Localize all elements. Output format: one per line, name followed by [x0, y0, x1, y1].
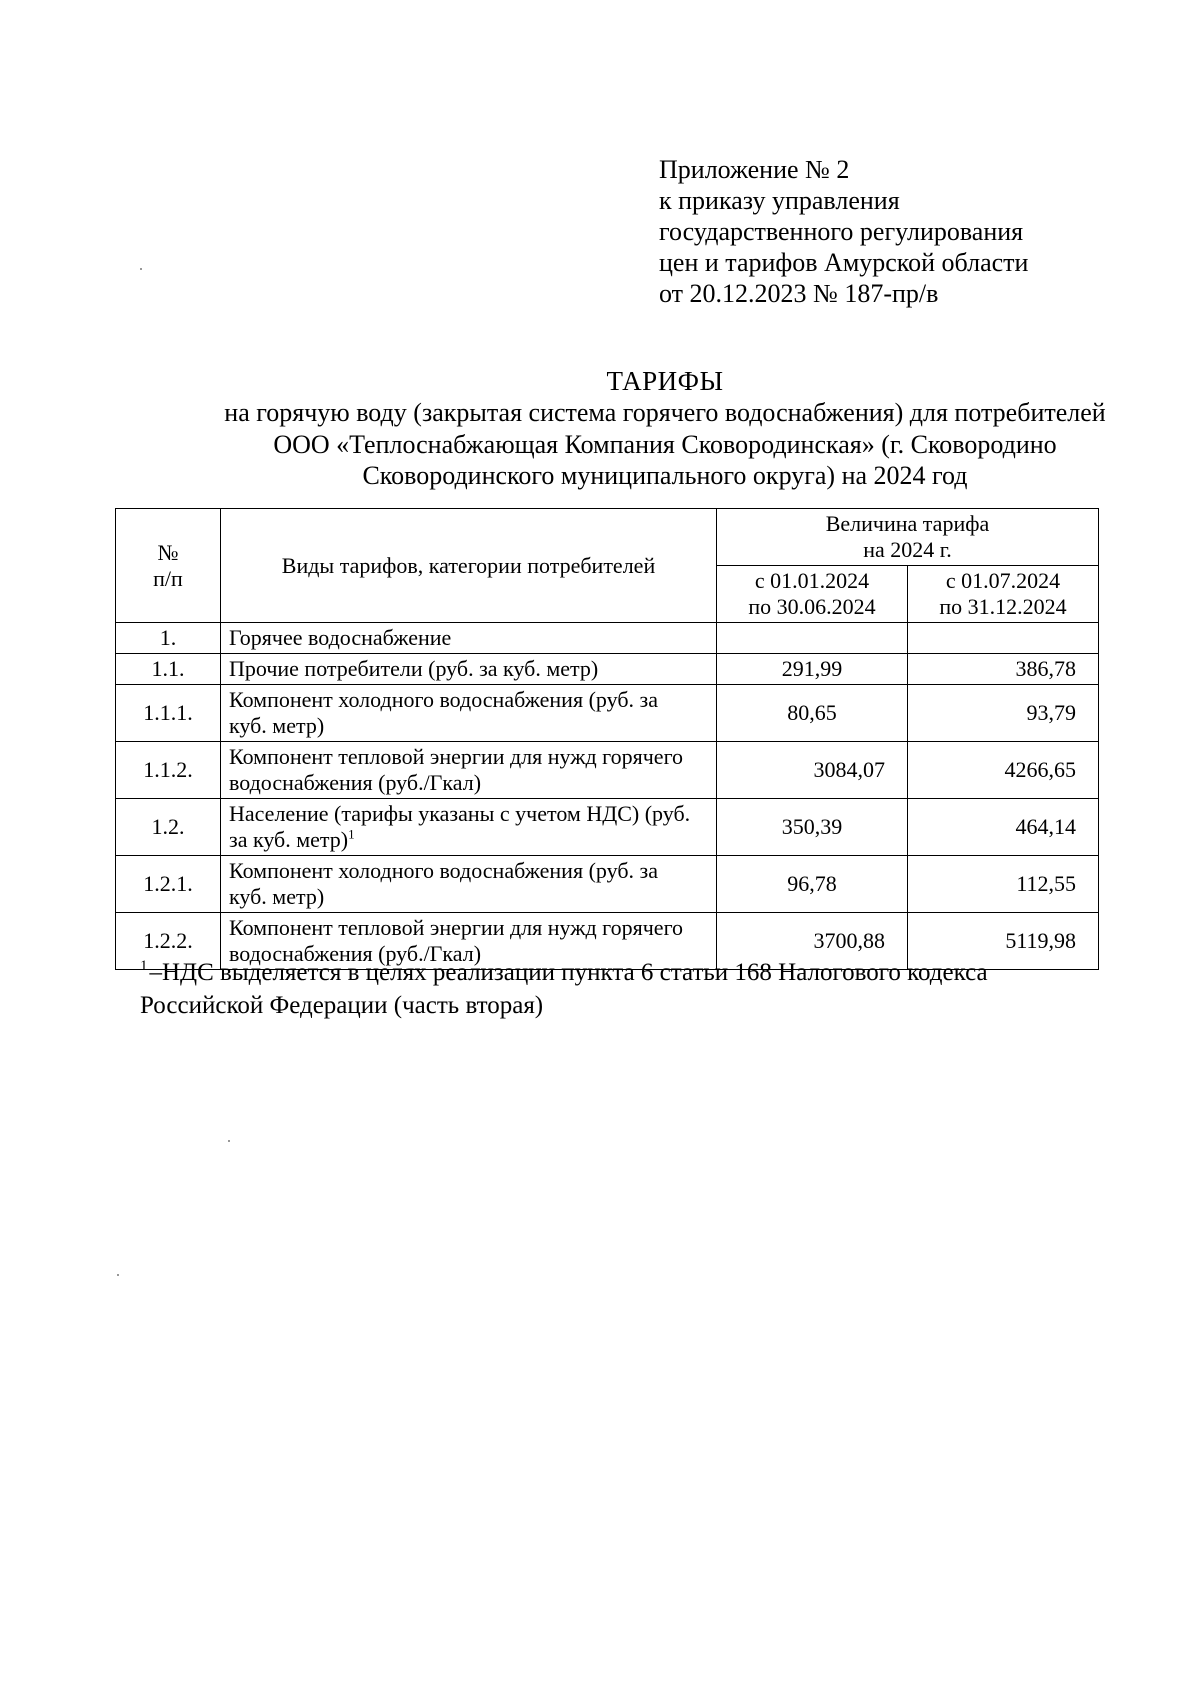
annex-line: цен и тарифов Амурской области: [659, 248, 1029, 277]
row-number: 1.2.1.: [116, 856, 221, 913]
row-number: 1.1.: [116, 654, 221, 685]
footnote: [140, 950, 1100, 1022]
row-value-period-1: 291,99: [717, 654, 908, 685]
table-row: [116, 654, 1099, 685]
row-number: 1.2.2.: [116, 913, 221, 970]
row-value-period-2: 4266,65: [908, 742, 1099, 799]
header-number: № п/п: [116, 509, 221, 623]
row-value-period-1: 3700,88: [717, 913, 908, 970]
title-block: [0, 365, 1200, 492]
row-name: Прочие потребители (руб. за куб. метр): [221, 654, 717, 685]
document-subtitle-line: Сковородинского муниципального округа) на 2024 год: [362, 461, 968, 490]
scan-speck: [140, 268, 142, 270]
scan-speck: [117, 1274, 119, 1276]
annex-line: к приказу управления: [659, 186, 900, 215]
header-tariff-value: Величина тарифа на 2024 г.: [717, 509, 1099, 566]
row-name: Горячее водоснабжение: [221, 623, 717, 654]
annex-line: от 20.12.2023 № 187-пр/в: [659, 279, 939, 308]
table-row: [116, 685, 1099, 742]
row-name: Компонент тепловой энергии для нужд горячего водоснабжения (руб./Гкал): [221, 913, 717, 970]
row-value-period-2: 112,55: [908, 856, 1099, 913]
row-value-period-1: 350,39: [717, 799, 908, 856]
document-subtitle-line: ООО «Теплоснабжающая Компания Сковородинская» (г. Сковородино: [273, 429, 1057, 459]
header-period-2: с 01.07.2024 по 31.12.2024: [908, 566, 1099, 623]
row-number: 1.: [116, 623, 221, 654]
row-number: 1.1.2.: [116, 742, 221, 799]
row-value-period-2: 93,79: [908, 685, 1099, 742]
annex-line: государственного регулирования: [659, 217, 1024, 246]
row-name: Население (тарифы указаны с учетом НДС) (руб. за куб. метр)$^1$: [221, 799, 717, 856]
annex-header: [659, 154, 1028, 309]
row-value-period-1: 3084,07: [717, 742, 908, 799]
row-number: 1.2.: [116, 799, 221, 856]
row-value-period-2: [908, 623, 1099, 654]
footnote-mark: 1: [140, 958, 148, 974]
table-row: [116, 856, 1099, 913]
footnote-line: Российской Федерации (часть вторая): [140, 992, 544, 1019]
document-subtitle-line: на горячую воду (закрытая система горячего водоснабжения) для потребителей: [224, 398, 1106, 427]
row-value-period-2: 5119,98: [908, 913, 1099, 970]
header-tariff-type: Виды тарифов, категории потребителей: [221, 509, 717, 623]
annex-line: Приложение № 2: [659, 155, 850, 184]
table-row: [116, 623, 1099, 654]
row-number: 1.1.1.: [116, 685, 221, 742]
row-value-period-1: 96,78: [717, 856, 908, 913]
document-title: ТАРИФЫ: [606, 366, 724, 396]
table-row: [116, 799, 1099, 856]
row-name: Компонент холодного водоснабжения (руб. за куб. метр): [221, 685, 717, 742]
row-name: Компонент тепловой энергии для нужд горячего водоснабжения (руб./Гкал): [221, 742, 717, 799]
scan-speck: [228, 1140, 230, 1142]
table-row: [116, 742, 1099, 799]
row-value-period-1: [717, 623, 908, 654]
tariffs-table: [115, 508, 1099, 970]
footnote-line: –НДС выделяется в целях реализации пункта 6 статьи 168 Налогового кодекса: [149, 959, 988, 986]
header-period-1: с 01.01.2024 по 30.06.2024: [717, 566, 908, 623]
footnote-reference: 1: [348, 826, 355, 842]
row-name: Компонент холодного водоснабжения (руб. за куб. метр): [221, 856, 717, 913]
row-value-period-2: 386,78: [908, 654, 1099, 685]
row-value-period-1: 80,65: [717, 685, 908, 742]
row-value-period-2: 464,14: [908, 799, 1099, 856]
